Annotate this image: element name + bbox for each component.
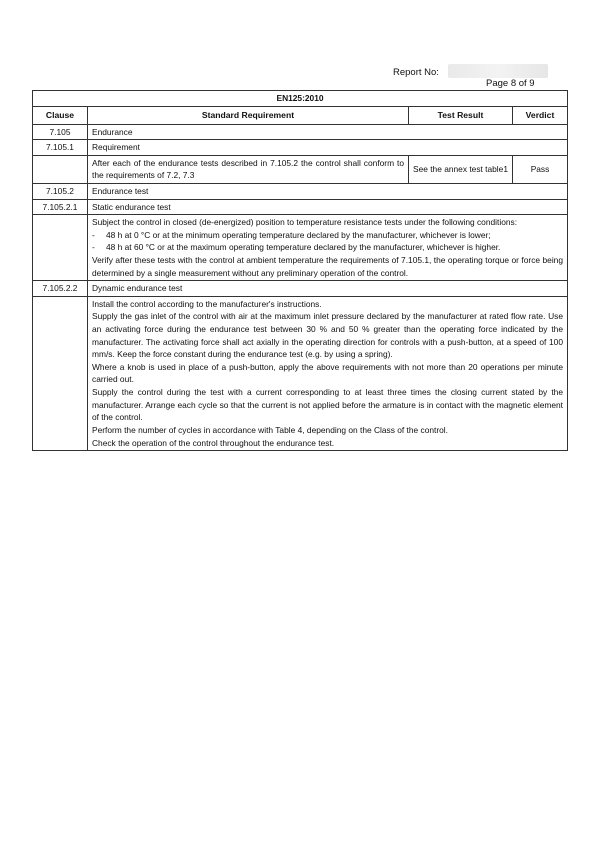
dash-marker: - (92, 229, 95, 240)
clause-cell: 7.105.2.2 (33, 281, 88, 297)
standard-row (33, 91, 568, 107)
clause-cell: 7.105.2 (33, 183, 88, 199)
col-verdict: Verdict (513, 106, 568, 124)
paragraph: Perform the number of cycles in accordance with Table 4, depending on the Class of the control. (92, 424, 448, 435)
dash-marker: - (92, 242, 95, 253)
paragraph: Install the control according to the manufacturer's instructions. (92, 298, 322, 309)
column-header-row (33, 106, 568, 124)
table-row (33, 215, 568, 281)
table-row (33, 140, 568, 156)
list-item-text: 48 h at 0 °C or at the minimum operating temperature declared by the manufacturer, whichever is lower; (106, 229, 491, 240)
col-standard-requirement: Standard Requirement (88, 106, 409, 124)
paragraph: Supply the control during the test with a current corresponding to at least three times the closing current stated by the manufacturer. Arrange each cycle so that the current is not applied before the armature is in contact with the magnetic element of the control. (92, 387, 563, 423)
paragraph: Where a knob is used in place of a push-button, apply the above requirements with not more than 20 operations per minute carried out. (92, 361, 563, 385)
clause-cell: 7.105.2.1 (33, 199, 88, 215)
requirement-cell: After each of the endurance tests described in 7.105.2 the control shall conform to the requirements of 7.2, 7.3 (88, 155, 409, 183)
page-number: Page 8 of 9 (486, 78, 535, 89)
list-item (92, 229, 563, 242)
table-row (33, 124, 568, 140)
test-report-table (32, 90, 568, 451)
standard-title: EN125:2010 (33, 91, 568, 107)
requirement-cell (88, 215, 568, 281)
clause-cell (33, 296, 88, 450)
clause-cell: 7.105 (33, 124, 88, 140)
table-row (33, 296, 568, 450)
table-row (33, 199, 568, 215)
paragraph: Verify after these tests with the control at ambient temperature the requirements of 7.105.1, the operating torque or force being determined by a single measurement without any preliminary operation of the control. (92, 254, 563, 278)
paragraph: Subject the control in closed (de-energized) position to temperature resistance tests under the following conditions: (92, 217, 518, 228)
requirement-cell: Static endurance test (88, 199, 568, 215)
verdict-cell: Pass (513, 155, 568, 183)
requirement-cell (88, 296, 568, 450)
clause-cell (33, 155, 88, 183)
list-item-text: 48 h at 60 °C or at the maximum operating temperature declared by the manufacturer, whichever is higher. (106, 242, 501, 253)
requirement-cell: Requirement (88, 140, 568, 156)
paragraph: Supply the gas inlet of the control with air at the maximum inlet pressure declared by the manufacturer at rated flow rate. Use an activating force during the endurance test between 30 % and 50 % greater than the operating force indicated by the manufacturer. The activating force shall act axially in the operating direction for controls with a push-button, at a speed of 100 mm/s. Keep the force constant during the endurance test (e.g. by using a spring). (92, 311, 563, 360)
report-no-redacted (448, 64, 548, 78)
clause-cell (33, 215, 88, 281)
report-no-label: Report No: (393, 67, 439, 78)
test-result-cell: See the annex test table1 (409, 155, 513, 183)
list-item (92, 241, 563, 254)
paragraph: Check the operation of the control throughout the endurance test. (92, 437, 335, 448)
col-clause: Clause (33, 106, 88, 124)
col-test-result: Test Result (409, 106, 513, 124)
requirement-cell: Dynamic endurance test (88, 281, 568, 297)
table-row (33, 183, 568, 199)
requirement-cell: Endurance (88, 124, 568, 140)
requirement-cell: Endurance test (88, 183, 568, 199)
clause-cell: 7.105.1 (33, 140, 88, 156)
table-row (33, 281, 568, 297)
table-row (33, 155, 568, 183)
